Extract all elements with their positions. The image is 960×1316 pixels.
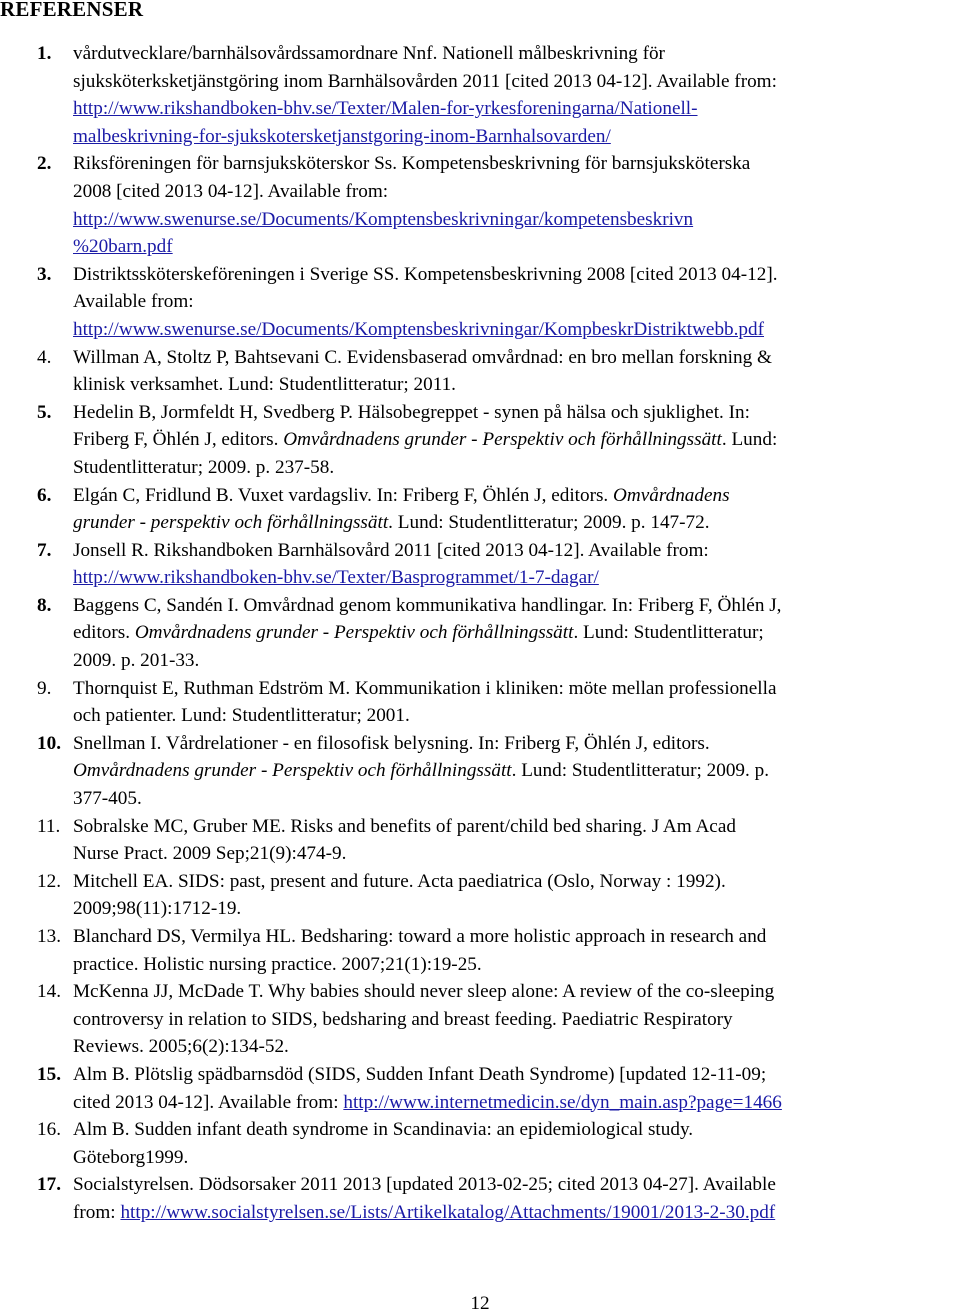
reference-text: cited 2013 04-12]. Available from: [73, 1091, 344, 1113]
reference-text: Alm B. Sudden infant death syndrome in Scandinavia: an epidemiological study. [73, 1119, 694, 1141]
reference-item [0, 537, 960, 592]
reference-text: . Lund: [721, 429, 778, 451]
reference-text: Friberg F, Öhlén J, editors. [73, 429, 284, 451]
reference-text: Jonsell R. Rikshandboken Barnhälsovård 2011 [cited 2013 04-12]. Available from: [73, 539, 709, 561]
reference-text: Snellman I. Vårdrelationer - en filosofisk belysning. In: Friberg F, Öhlén J, editors. [73, 732, 710, 754]
reference-text: Mitchell EA. SIDS: past, present and future. Acta paediatrica (Oslo, Norway : 1992). [73, 870, 726, 892]
reference-text: Available from: [73, 291, 194, 313]
book-title: Omvårdnadens grunder - Perspektiv och förhållningssätt [283, 429, 722, 451]
reference-line [73, 123, 960, 151]
reference-text: Riksföreningen för barnsjuksköterskor Ss. Kompetensbeskrivning för barnsjuksköterska [73, 153, 751, 175]
reference-text: 2009. p. 201-33. [73, 650, 200, 672]
reference-line [73, 757, 960, 785]
reference-link[interactable]: http://www.rikshandboken-bhv.se/Texter/Malen-for-yrkesforeningarna/Nationell- [73, 98, 698, 120]
reference-text: controversy in relation to SIDS, bedsharing and breast feeding. Paediatric Respiratory [73, 1008, 733, 1030]
reference-text: Socialstyrelsen. Dödsorsaker 2011 2013 [updated 2013-02-25; cited 2013 04-27]. Available [73, 1174, 776, 1196]
reference-number: 2. [37, 153, 52, 175]
reference-text: 377-405. [73, 788, 142, 810]
reference-number: 1. [37, 43, 52, 64]
reference-line [73, 592, 960, 620]
reference-text: klinisk verksamhet. Lund: Studentlitteratur; 2011. [73, 374, 456, 396]
reference-item [0, 1061, 960, 1116]
reference-line [73, 978, 960, 1006]
reference-text: McKenna JJ, McDade T. Why babies should never sleep alone: A review of the co-sleeping [73, 981, 775, 1003]
reference-line [73, 1089, 960, 1117]
reference-item [0, 344, 960, 399]
reference-line [73, 1199, 960, 1227]
reference-number: 4. [37, 346, 52, 368]
reference-text: och patienter. Lund: Studentlitteratur; 2001. [73, 705, 410, 727]
reference-link[interactable]: http://www.swenurse.se/Documents/Komptensbeskrivningar/kompetensbeskrivn [73, 208, 694, 230]
reference-line [73, 868, 960, 896]
reference-number: 12. [37, 870, 61, 892]
book-title: Omvårdnadens grunder - Perspektiv och förhållningssätt [134, 622, 574, 644]
reference-text: sjuksköterksketjänstgöring inom Barnhälsovården 2011 [cited 2013 04-12]. Available from: [73, 70, 777, 92]
reference-text: . Lund: Studentlitteratur; 2009. p. 147-72. [388, 512, 710, 534]
reference-link[interactable]: http://www.internetmedicin.se/dyn_main.asp?page=1466 [343, 1091, 782, 1113]
reference-number: 14. [37, 981, 61, 1003]
reference-line [73, 288, 960, 316]
reference-text: practice. Holistic nursing practice. 2007;21(1):19-25. [73, 953, 482, 975]
reference-item [0, 923, 960, 978]
reference-number: 13. [37, 926, 61, 947]
reference-text: . Lund: Studentlitteratur; 2009. p. [511, 760, 770, 782]
reference-line [73, 261, 960, 289]
reference-line [73, 951, 960, 979]
reference-line [73, 95, 960, 123]
reference-text: Nurse Pract. 2009 Sep;21(9):474-9. [73, 843, 347, 865]
reference-line [73, 68, 960, 96]
reference-text: Willman A, Stoltz P, Bahtsevani C. Evidensbaserad omvårdnad: en bro mellan forskning & [73, 346, 772, 368]
reference-line [73, 1006, 960, 1034]
reference-line [73, 371, 960, 399]
reference-number: 5. [37, 401, 52, 423]
reference-text: Baggens C, Sandén I. Omvårdnad genom kommunikativa handlingar. In: Friberg F, Öhlén J, [73, 594, 782, 616]
reference-line [73, 206, 960, 234]
reference-line [73, 233, 960, 261]
reference-item [0, 978, 960, 1061]
reference-text: 2008 [cited 2013 04-12]. Available from: [73, 180, 389, 202]
reference-line [73, 150, 960, 178]
reference-line [73, 647, 960, 675]
reference-link[interactable]: http://www.socialstyrelsen.se/Lists/Artikelkatalog/Attachments/19001/2013-2-30.pdf [120, 1201, 776, 1223]
reference-number: 6. [37, 484, 52, 506]
reference-line [73, 399, 960, 427]
book-title: Omvårdnadens grunder - Perspektiv och förhållningssätt [73, 760, 512, 782]
reference-line [73, 178, 960, 206]
reference-item [0, 1171, 960, 1226]
reference-line [73, 40, 960, 68]
reference-text: Distriktssköterskeföreningen i Sverige SS. Kompetensbeskrivning 2008 [cited 2013 04-12]. [73, 263, 778, 285]
reference-text: from: [73, 1201, 121, 1223]
book-title: Omvårdnadens [613, 484, 730, 506]
reference-text: Elgán C, Fridlund B. Vuxet vardagsliv. In: Friberg F, Öhlén J, editors. [73, 484, 614, 506]
reference-link[interactable]: http://www.swenurse.se/Documents/Komptensbeskrivningar/KompbeskrDistriktwebb.pdf [73, 318, 765, 340]
reference-line [73, 1144, 960, 1172]
page-number: 12 [470, 1293, 490, 1314]
reference-number: 11. [37, 815, 61, 837]
reference-line [73, 619, 960, 647]
reference-text: editors. [73, 622, 135, 644]
reference-line [73, 675, 960, 703]
reference-line [73, 702, 960, 730]
reference-item [0, 150, 960, 260]
reference-number: 8. [37, 594, 52, 616]
reference-text: Studentlitteratur; 2009. p. 237-58. [73, 456, 335, 478]
reference-number: 15. [37, 1063, 61, 1085]
page-heading: REFERENSER [0, 0, 144, 21]
reference-line [73, 1116, 960, 1144]
reference-text: Reviews. 2005;6(2):134-52. [73, 1036, 289, 1058]
reference-number: 10. [37, 732, 61, 754]
reference-text: Göteborg1999. [73, 1146, 189, 1168]
reference-item [0, 1116, 960, 1171]
reference-item [0, 730, 960, 813]
reference-link[interactable]: http://www.rikshandboken-bhv.se/Texter/Basprogrammet/1-7-dagar/ [73, 567, 599, 589]
reference-number: 17. [37, 1174, 61, 1196]
reference-line [73, 454, 960, 482]
reference-item [0, 261, 960, 344]
reference-text: vårdutvecklare/barnhälsovårdssamordnare Nnf. Nationell målbeskrivning för [73, 43, 665, 64]
reference-line [73, 730, 960, 758]
reference-number: 7. [37, 539, 52, 561]
reference-line [73, 813, 960, 841]
reference-text: Alm B. Plötslig spädbarnsdöd (SIDS, Sudden Infant Death Syndrome) [updated 12-11-09; [73, 1063, 767, 1085]
reference-item [0, 675, 960, 730]
reference-number: 3. [37, 263, 52, 285]
reference-item [0, 813, 960, 868]
reference-item [0, 592, 960, 675]
reference-item [0, 40, 960, 150]
reference-line [73, 564, 960, 592]
reference-line [73, 316, 960, 344]
reference-item [0, 399, 960, 482]
reference-item [0, 868, 960, 923]
reference-item [0, 482, 960, 537]
reference-text: Sobralske MC, Gruber ME. Risks and benefits of parent/child bed sharing. J Am Acad [73, 815, 736, 837]
reference-line [73, 840, 960, 868]
book-title: grunder - perspektiv och förhållningssätt [73, 512, 389, 534]
reference-text: Thornquist E, Ruthman Edström M. Kommunikation i kliniken: möte mellan professionella [73, 677, 777, 699]
reference-text: 2009;98(11):1712-19. [73, 898, 242, 920]
reference-line [73, 344, 960, 372]
reference-text: Blanchard DS, Vermilya HL. Bedsharing: toward a more holistic approach in research and [73, 926, 767, 947]
reference-line [73, 426, 960, 454]
reference-line [73, 1033, 960, 1061]
reference-line [73, 923, 960, 951]
reference-line [73, 895, 960, 923]
reference-text: Hedelin B, Jormfeldt H, Svedberg P. Hälsobegreppet - synen på hälsa och sjuklighet. In: [73, 401, 750, 423]
reference-line [73, 1061, 960, 1089]
reference-line [73, 785, 960, 813]
reference-list [0, 40, 960, 1227]
reference-number: 16. [37, 1119, 61, 1141]
reference-link[interactable]: malbeskrivning-for-sjukskotersketjanstgoring-inom-Barnhalsovarden/ [73, 125, 611, 147]
reference-link[interactable]: %20barn.pdf [73, 236, 173, 258]
reference-line [73, 537, 960, 565]
reference-number: 9. [37, 677, 52, 699]
reference-line [73, 509, 960, 537]
reference-line [73, 482, 960, 510]
reference-line [73, 1171, 960, 1199]
reference-text: . Lund: Studentlitteratur; [573, 622, 764, 644]
